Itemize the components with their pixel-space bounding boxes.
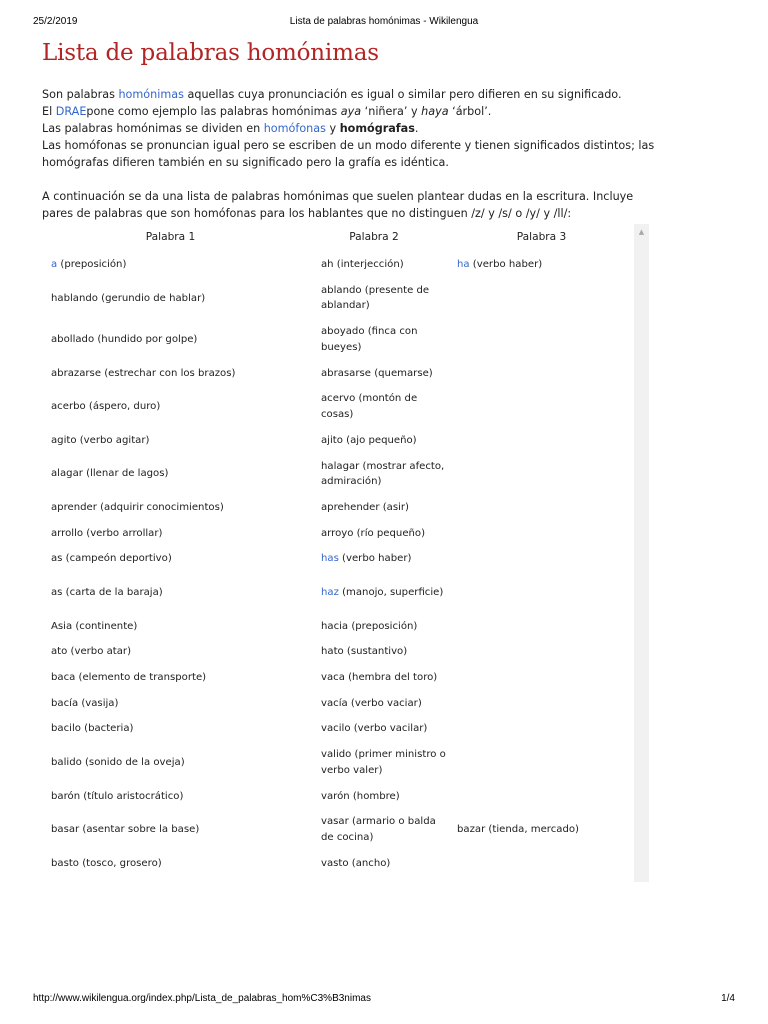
print-footer — [33, 993, 735, 1007]
print-document-title: Lista de palabras homónimas - Wikilengua — [289, 16, 479, 27]
print-url: http://www.wikilengua.org/index.php/Lista_de_palabras_hom%C3%B3nimas — [33, 993, 371, 1004]
cell-palabra-3 — [449, 614, 634, 640]
cell-palabra-3 — [449, 454, 634, 496]
cell-palabra-3 — [449, 319, 634, 361]
table-row — [42, 851, 634, 877]
cell-palabra-3 — [449, 278, 634, 320]
table-row — [42, 454, 634, 496]
cell-text: (verbo haber) — [469, 258, 543, 270]
cell-palabra-2: hato (sustantivo) — [321, 646, 408, 658]
cell-palabra-3 — [449, 691, 634, 717]
cell-palabra-1: baca (elemento de transporte) — [51, 671, 207, 683]
table-scrollbar[interactable] — [634, 224, 649, 882]
cell-palabra-1: bacilo (bacteria) — [51, 723, 134, 735]
table-row — [42, 809, 634, 851]
intro-text: y — [325, 122, 340, 135]
intro-text: ‘árbol’. — [448, 105, 492, 118]
cell-palabra-3 — [449, 742, 634, 784]
term-homografas: homógrafas — [339, 122, 415, 135]
cell-palabra-2: ablando (presente de ablandar) — [321, 284, 430, 312]
example-word-aya: aya — [340, 105, 362, 118]
cell-palabra-2: valido (primer ministro o verbo valer) — [321, 749, 446, 776]
table-row — [42, 614, 634, 640]
intro-text: El — [42, 105, 56, 118]
cell-palabra-1: hablando (gerundio de hablar) — [51, 292, 206, 304]
cell-palabra-2: acervo (montón de cosas) — [321, 393, 418, 421]
intro-text: pone como ejemplo las palabras homónimas — [86, 105, 341, 118]
cell-palabra-2: vasar (armario o balda de cocina) — [321, 816, 436, 843]
intro-paragraph-list-line2: pares de palabras que son homófonas para los hablantes que no distinguen /z/ y /s/ o /y/ y /ll/: — [42, 207, 572, 220]
print-date: 25/2/2019 — [33, 16, 78, 27]
cell-palabra-2: varón (hombre) — [321, 790, 400, 802]
header-palabra-3: Palabra 3 — [516, 231, 567, 244]
cell-palabra-2: vaca (hembra del toro) — [321, 671, 438, 683]
cell-palabra-3 — [449, 428, 634, 454]
homonyms-table — [42, 224, 634, 876]
table-row — [42, 742, 634, 784]
table-row — [42, 716, 634, 742]
table-row — [42, 495, 634, 521]
table-row — [42, 691, 634, 717]
link-ha[interactable]: ha — [457, 258, 470, 270]
cell-palabra-1: alagar (llenar de lagos) — [51, 468, 169, 480]
cell-palabra-1: bacía (vasija) — [51, 697, 119, 709]
cell-palabra-3 — [449, 784, 634, 810]
intro-text: Son palabras — [42, 88, 119, 101]
intro-paragraph-homofonas-line2: homógrafas difieren también en su significado pero la grafía es idéntica. — [42, 156, 449, 169]
intro-paragraph-drae — [42, 103, 662, 120]
table-row — [42, 521, 634, 547]
cell-palabra-1: acerbo (áspero, duro) — [51, 401, 161, 413]
cell-palabra-2: halagar (mostrar afecto, admiración) — [321, 460, 445, 488]
link-a[interactable]: a — [51, 258, 58, 270]
cell-palabra-3 — [449, 851, 634, 877]
cell-palabra-3 — [449, 361, 634, 387]
table-row — [42, 639, 634, 665]
cell-palabra-1: abollado (hundido por golpe) — [51, 334, 198, 346]
intro-paragraph-homofonas-line1: Las homófonas se pronuncian igual pero se escriben de un modo diferente y tienen significados distintos; las — [42, 139, 655, 152]
cell-palabra-3 — [449, 252, 634, 278]
cell-palabra-3 — [449, 639, 634, 665]
table-row — [42, 252, 634, 278]
cell-text: (manojo, superficie) — [338, 586, 444, 598]
intro-paragraph-division — [42, 120, 662, 137]
cell-palabra-1: aprender (adquirir conocimientos) — [51, 502, 224, 513]
print-page-number: 1/4 — [721, 993, 735, 1004]
table-row — [42, 428, 634, 454]
cell-palabra-3 — [449, 386, 634, 428]
scroll-up-arrow-icon[interactable]: ▲ — [638, 228, 645, 236]
header-palabra-2: Palabra 2 — [349, 231, 399, 244]
cell-palabra-2: arroyo (río pequeño) — [321, 527, 426, 539]
table-row — [42, 361, 634, 387]
table-header-row — [42, 224, 634, 252]
table-row — [42, 546, 634, 572]
cell-palabra-3 — [449, 521, 634, 547]
cell-palabra-1 — [42, 252, 299, 278]
cell-palabra-1: abrazarse (estrechar con los brazos) — [51, 367, 236, 379]
cell-palabra-1: ato (verbo atar) — [51, 646, 132, 658]
intro-paragraph-list-line1: A continuación se da una lista de palabras homónimas que suelen plantear dudas en la escritura. Incluye — [42, 190, 634, 203]
cell-palabra-3: bazar (tienda, mercado) — [457, 824, 579, 836]
cell-palabra-2: ajito (ajo pequeño) — [321, 434, 417, 446]
cell-palabra-1: as (campeón deportivo) — [51, 553, 172, 565]
homonyms-table-container — [42, 224, 649, 882]
article-intro — [42, 86, 662, 222]
table-row — [42, 784, 634, 810]
cell-palabra-2: aprehender (asir) — [321, 502, 409, 513]
intro-text: ‘niñera’ y — [361, 105, 422, 118]
cell-palabra-2: hacia (preposición) — [321, 620, 418, 632]
cell-palabra-3 — [449, 495, 634, 521]
cell-palabra-2: vacilo (verbo vacilar) — [321, 723, 428, 735]
cell-palabra-1: basto (tosco, grosero) — [51, 857, 162, 869]
link-haz[interactable]: haz — [321, 586, 339, 598]
intro-paragraph-definition — [42, 86, 662, 103]
cell-palabra-1: barón (título aristocrático) — [51, 790, 184, 802]
print-header — [33, 16, 735, 30]
cell-palabra-3 — [449, 716, 634, 742]
link-homonimas[interactable]: homónimas — [118, 88, 184, 101]
cell-palabra-3 — [449, 546, 634, 572]
intro-text: aquellas cuya pronunciación es igual o similar pero difieren en su significado. — [183, 88, 622, 101]
cell-palabra-2 — [299, 572, 449, 614]
cell-palabra-2: abrasarse (quemarse) — [321, 367, 433, 379]
cell-text: (verbo haber) — [338, 553, 412, 565]
table-row — [42, 386, 634, 428]
table-row — [42, 665, 634, 691]
link-has[interactable]: has — [321, 553, 339, 565]
cell-palabra-3 — [449, 665, 634, 691]
cell-palabra-2: ah (interjección) — [321, 258, 404, 270]
table-row — [42, 319, 634, 361]
page-title: Lista de palabras homónimas — [42, 40, 379, 66]
cell-palabra-2: aboyado (finca con bueyes) — [321, 326, 418, 353]
cell-palabra-1: arrollo (verbo arrollar) — [51, 527, 163, 539]
cell-palabra-2: vacía (verbo vaciar) — [321, 697, 422, 709]
link-drae[interactable]: DRAE — [55, 105, 87, 118]
cell-palabra-1: balido (sonido de la oveja) — [51, 756, 185, 768]
cell-palabra-2 — [299, 546, 449, 572]
link-homofonas[interactable]: homófonas — [263, 122, 326, 135]
cell-palabra-2: vasto (ancho) — [321, 857, 391, 869]
table-row — [42, 572, 634, 614]
cell-palabra-1: basar (asentar sobre la base) — [51, 824, 200, 836]
intro-text: . — [414, 122, 419, 135]
table-row — [42, 278, 634, 320]
cell-palabra-3 — [449, 572, 634, 614]
header-palabra-1: Palabra 1 — [145, 231, 196, 244]
cell-palabra-1: agito (verbo agitar) — [51, 434, 150, 446]
cell-palabra-1: as (carta de la baraja) — [51, 586, 163, 598]
cell-text: (preposición) — [57, 258, 127, 270]
cell-palabra-1: Asia (continente) — [51, 620, 138, 632]
example-word-haya: haya — [421, 105, 449, 118]
intro-text: Las palabras homónimas se dividen en — [42, 122, 264, 135]
